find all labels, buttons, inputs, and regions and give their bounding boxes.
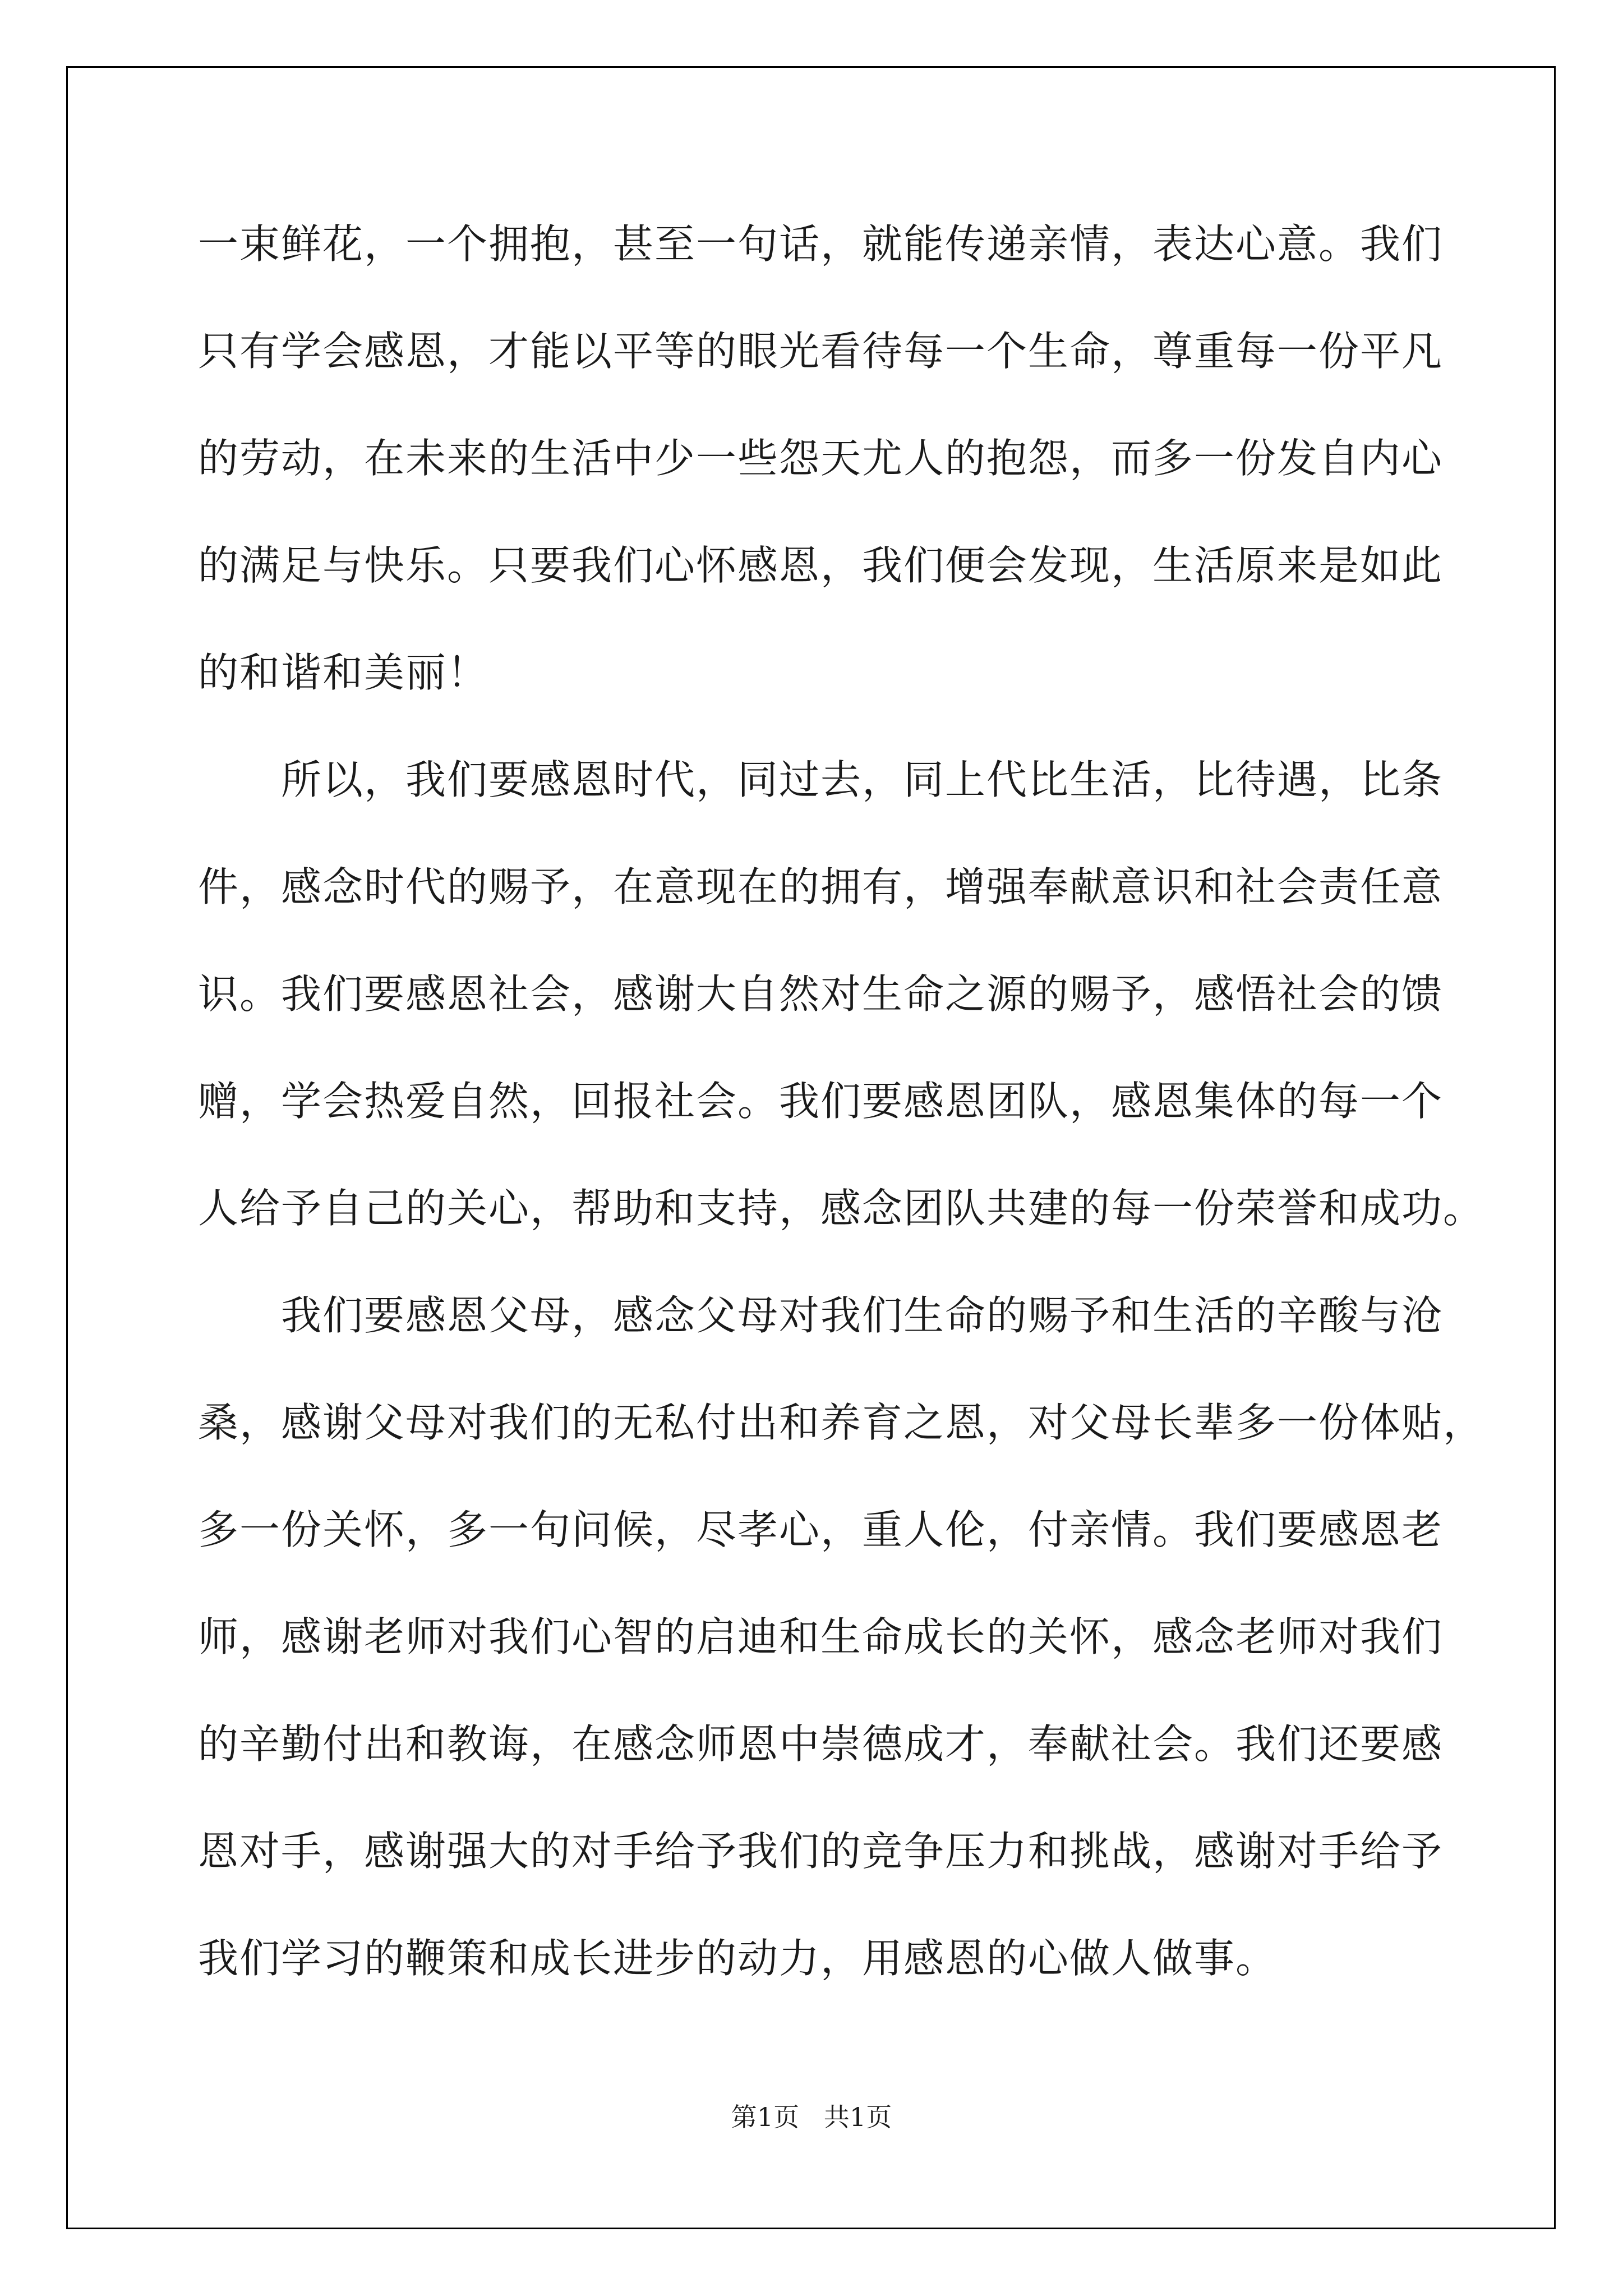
- text-line: 恩对手，感谢强大的对手给予我们的竞争压力和挑战，感谢对手给予: [198, 1828, 1444, 1875]
- text-line: 人给予自己的关心，帮助和支持，感念团队共建的每一份荣誉和成功。: [198, 1185, 1485, 1232]
- text-line: 识。我们要感恩社会，感谢大自然对生命之源的赐予，感悟社会的馈: [198, 970, 1444, 1018]
- text-line: 我们学习的鞭策和成长进步的动力，用感恩的心做人做事。: [198, 1935, 1278, 1982]
- text-line: 一束鲜花，一个拥抱，甚至一句话，就能传递亲情，表达心意。我们: [198, 220, 1444, 268]
- text-line: 的满足与快乐。只要我们心怀感恩，我们便会发现，生活原来是如此: [198, 542, 1444, 589]
- text-line: 赠，学会热爱自然，回报社会。我们要感恩团队，感恩集体的每一个: [198, 1078, 1444, 1125]
- text-line: 的劳动，在未来的生活中少一些怨天尤人的抱怨，而多一份发自内心: [198, 435, 1444, 482]
- paragraph-start-line: 所以，我们要感恩时代，同过去，同上代比生活，比待遇，比条: [281, 756, 1444, 803]
- text-line: 件，感念时代的赐予，在意现在的拥有，增强奉献意识和社会责任意: [198, 863, 1444, 910]
- text-line: 的和谐和美丽！: [198, 649, 489, 696]
- document-body: [198, 213, 1485, 2035]
- text-line: 师，感谢老师对我们心智的启迪和生命成长的关怀，感念老师对我们: [198, 1613, 1444, 1660]
- page-number-footer: 第1页 共1页: [731, 2102, 892, 2132]
- text-line: 桑，感谢父母对我们的无私付出和养育之恩，对父母长辈多一份体贴，: [198, 1399, 1485, 1446]
- text-line: 的辛勤付出和教诲，在感念师恩中崇德成才，奉献社会。我们还要感: [198, 1720, 1444, 1768]
- text-line: 只有学会感恩，才能以平等的眼光看待每一个生命，尊重每一份平凡: [198, 328, 1444, 375]
- paragraph-start-line: 我们要感恩父母，感念父母对我们生命的赐予和生活的辛酸与沧: [281, 1292, 1444, 1339]
- text-line: 多一份关怀，多一句问候，尽孝心，重人伦，付亲情。我们要感恩老: [198, 1506, 1444, 1553]
